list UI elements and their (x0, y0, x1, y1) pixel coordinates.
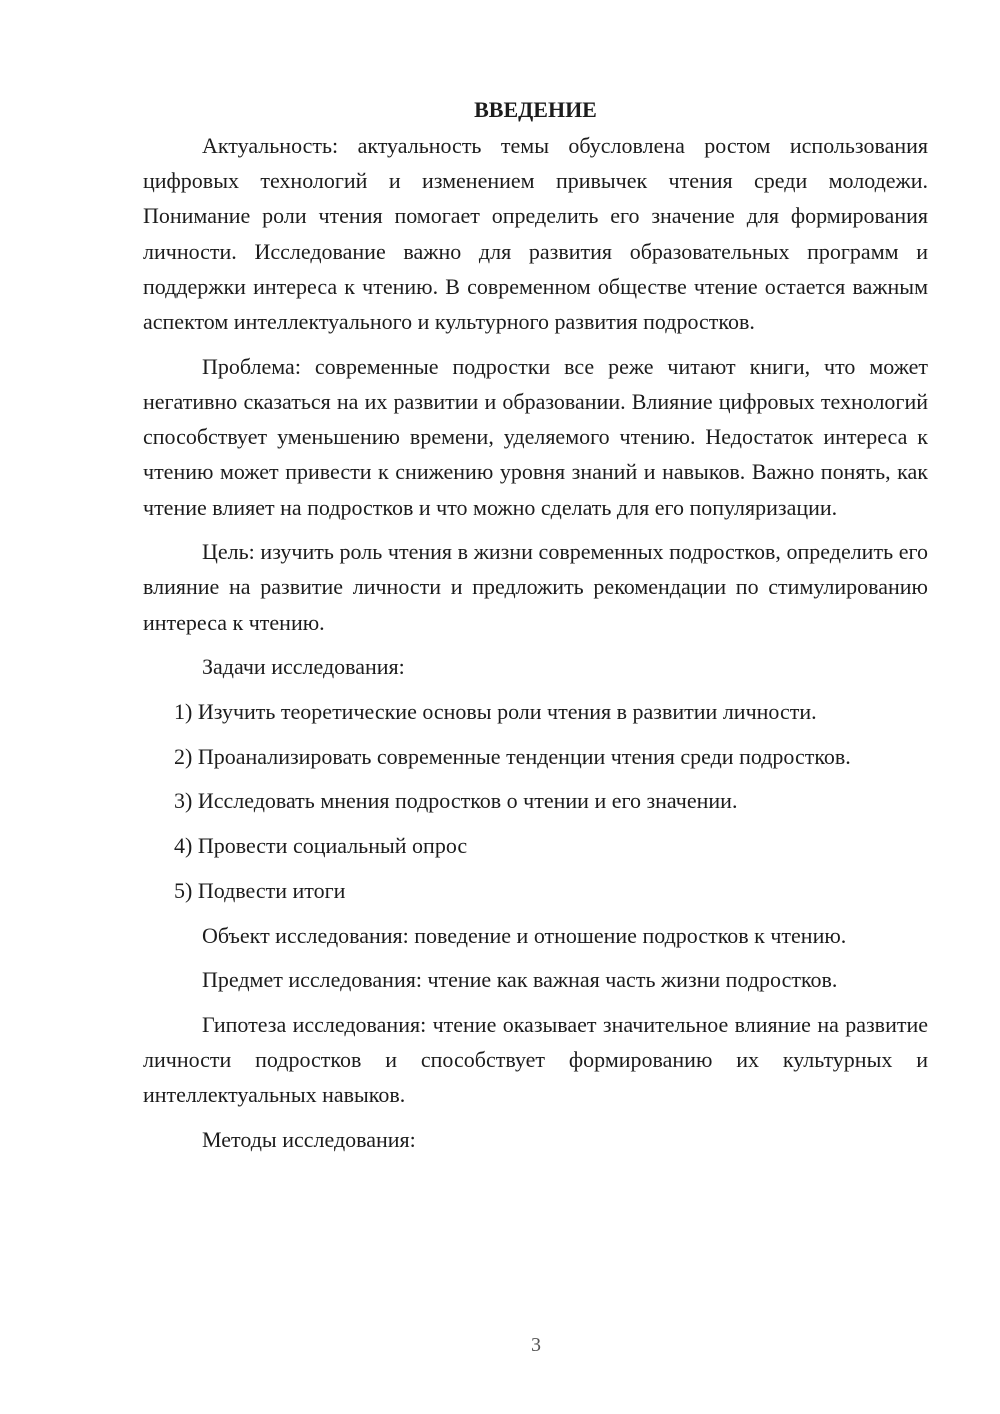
task-item: 3) Исследовать мнения подростков о чтении и его значении. (174, 788, 738, 814)
paragraph-problem: Проблема: современные подростки все реже читают книги, что может негативно сказаться на их развитии и образовании. Влияние цифровых технологий способствует уменьшению времени, уделяемого чтению. Недостаток интереса к чтению может привести к снижению уровня знаний и навыков. Важно понять, как чтение влияет на подростков и что можно сделать для его популяризации. (143, 353, 928, 520)
task-item: 5) Подвести итоги (174, 877, 346, 903)
paragraph-relevance: Актуальность: актуальность темы обусловлена ростом использования цифровых технологий и изменением привычек чтения среди молодежи. Понимание роли чтения помогает определить его значение для формирования личности. Исследование важно для развития образовательных программ и поддержки интереса к чтению. В современном обществе чтение остается важным аспектом интеллектуального и культурного развития подростков. (143, 133, 928, 335)
task-item: 1) Изучить теоретические основы роли чтения в развитии личности. (174, 699, 817, 725)
document-page (143, 94, 928, 1167)
task-item: 2) Проанализировать современные тенденции чтения среди подростков. (174, 743, 851, 769)
paragraph-goal: Цель: изучить роль чтения в жизни современных подростков, определить его влияние на развитие личности и предложить рекомендации по стимулированию интереса к чтению. (143, 539, 928, 635)
task-item: 4) Провести социальный опрос (174, 833, 468, 859)
page-number: 3 (531, 1334, 541, 1356)
paragraph-hypothesis: Гипотеза исследования: чтение оказывает значительное влияние на развитие личности подростков и способствует формированию их культурных и интеллектуальных навыков. (143, 1011, 928, 1108)
paragraph-methods: Методы исследования: (202, 1127, 416, 1153)
page-title: ВВЕДЕНИЕ (474, 97, 597, 122)
paragraph-object: Объект исследования: поведение и отношение подростков к чтению. (202, 922, 847, 948)
paragraph-subject: Предмет исследования: чтение как важная часть жизни подростков. (202, 967, 838, 993)
tasks-heading: Задачи исследования: (202, 654, 405, 680)
